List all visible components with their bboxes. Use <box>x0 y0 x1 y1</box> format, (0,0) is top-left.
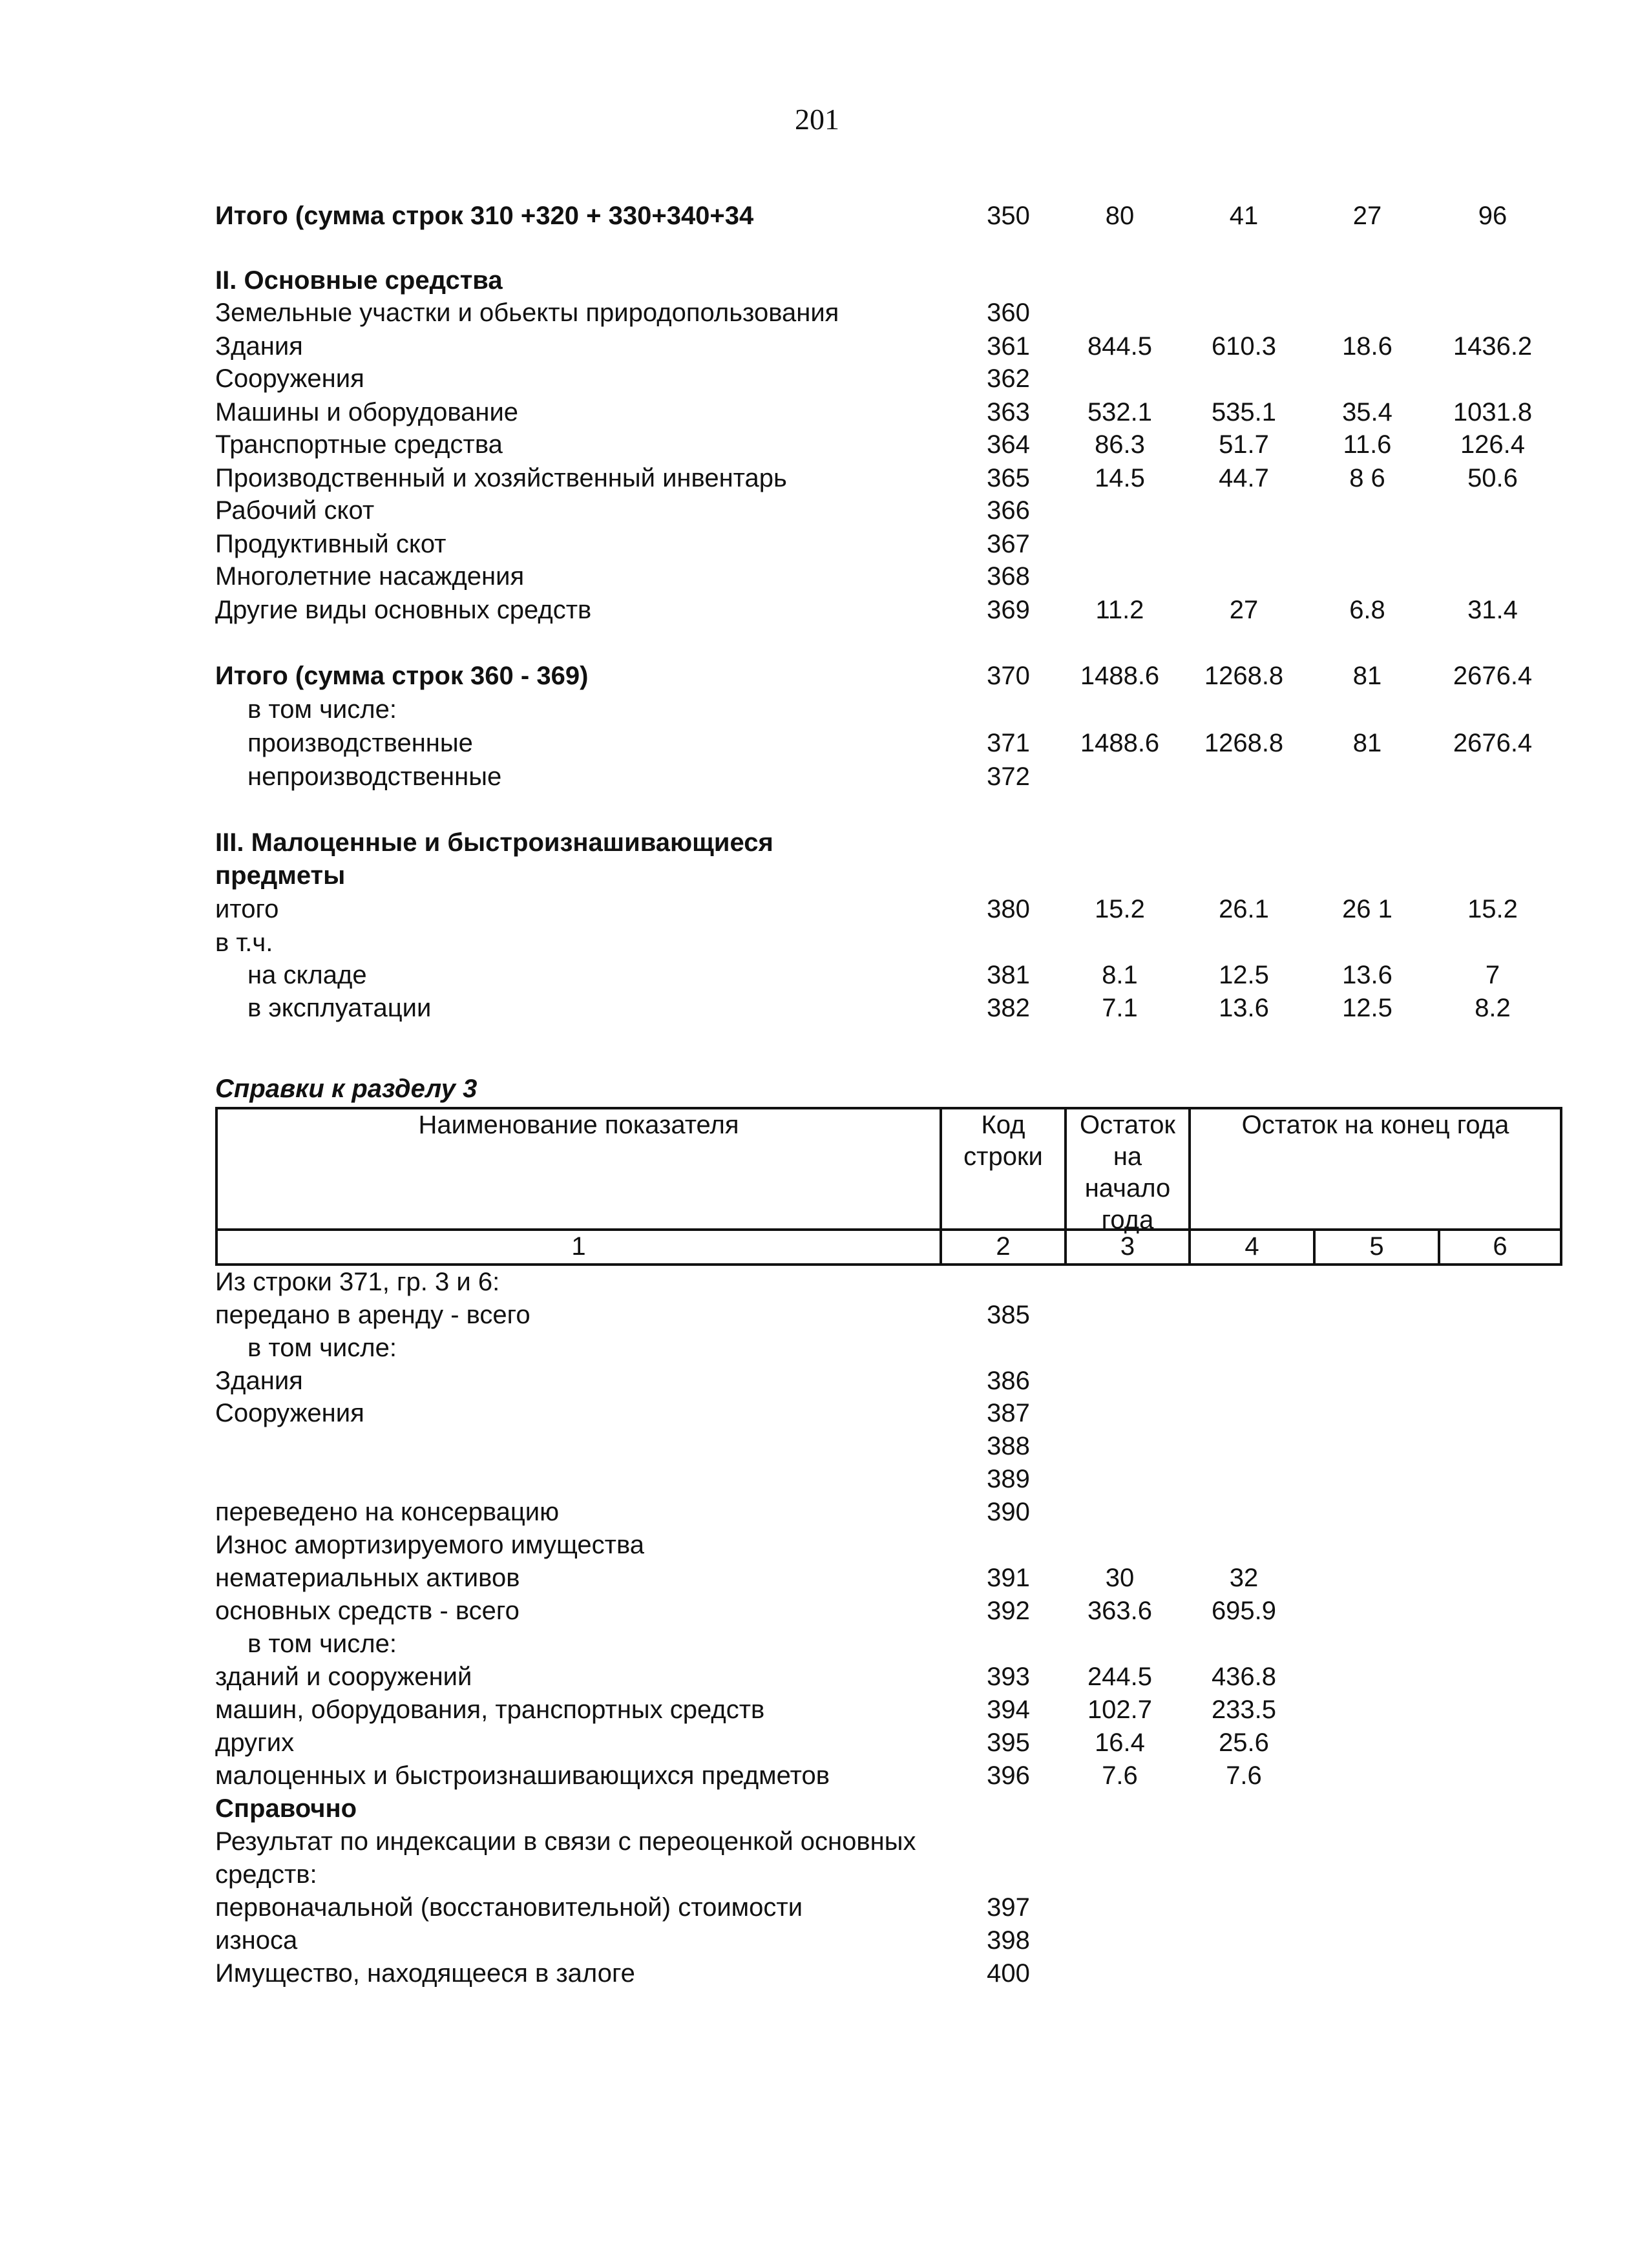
table-row <box>215 1827 1540 1860</box>
row-code: 396 <box>987 1761 1030 1790</box>
row-code: 387 <box>987 1399 1030 1427</box>
row-label: Многолетние насаждения <box>215 562 525 591</box>
row-code: 365 <box>987 464 1030 492</box>
row-value-4: 50.6 <box>1467 464 1518 492</box>
row-code: 389 <box>987 1465 1030 1493</box>
row-value-4: 96 <box>1478 202 1507 230</box>
row-label: Сооружения <box>215 364 364 393</box>
row-code: 392 <box>987 1597 1030 1625</box>
row-label: Машины и оборудование <box>215 398 519 426</box>
table-row <box>215 1367 1540 1399</box>
row-value-1: 11.2 <box>1095 596 1144 624</box>
section-title-row <box>215 1075 1540 1107</box>
row-value-2: 32 <box>1229 1564 1259 1592</box>
row-label: Производственный и хозяйственный инвентарь <box>215 464 787 492</box>
row-value-3: 13.6 <box>1342 961 1392 989</box>
row-label: Земельные участки и обьекты природопользования <box>215 299 839 327</box>
section-title: Справки к разделу 3 <box>215 1075 478 1103</box>
table-row <box>215 895 1540 927</box>
table-row <box>215 1301 1540 1333</box>
header-name: Наименование показателя <box>418 1111 739 1139</box>
table-row <box>215 929 1540 961</box>
header-num-3-cell <box>1064 1228 1191 1266</box>
row-value-4: 1031.8 <box>1453 398 1533 426</box>
row-value-2: 695.9 <box>1211 1597 1277 1625</box>
row-label: Здания <box>215 1367 303 1395</box>
row-value-3: 12.5 <box>1342 994 1392 1022</box>
header-code-line2: строки <box>963 1142 1043 1171</box>
row-value-3: 81 <box>1352 662 1382 690</box>
row-label: машин, оборудования, транспортных средств <box>215 1696 765 1724</box>
row-label: непроизводственные <box>247 762 502 791</box>
row-value-2: 436.8 <box>1211 1663 1277 1691</box>
table-row <box>215 695 1540 728</box>
table-row <box>215 1959 1540 1991</box>
row-value-3: 27 <box>1352 202 1382 230</box>
row-label: первоначальной (восстановительной) стоимости <box>215 1893 803 1922</box>
row-label: Справочно <box>215 1794 357 1823</box>
row-label: Сооружения <box>215 1399 364 1427</box>
row-code: 400 <box>987 1959 1030 1988</box>
row-code: 393 <box>987 1663 1030 1691</box>
table-row <box>215 762 1540 795</box>
table-row <box>215 1465 1540 1497</box>
row-value-1: 244.5 <box>1087 1663 1153 1691</box>
table-row <box>215 828 1540 861</box>
row-code: 360 <box>987 299 1030 327</box>
row-value-2: 610.3 <box>1211 332 1277 361</box>
row-label: Здания <box>215 332 303 361</box>
row-value-1: 15.2 <box>1095 895 1145 923</box>
header-code-cell <box>940 1107 1067 1231</box>
header-num-2: 2 <box>996 1232 1011 1261</box>
header-end: Остаток на конец года <box>1241 1111 1509 1139</box>
row-label: предметы <box>215 861 346 890</box>
row-code: 369 <box>987 596 1030 624</box>
row-value-2: 7.6 <box>1226 1761 1262 1790</box>
table-row <box>215 662 1540 694</box>
row-code: 370 <box>987 662 1030 690</box>
reference-table-header <box>215 1107 1562 1276</box>
row-value-2: 1268.8 <box>1204 662 1284 690</box>
table-row <box>215 364 1540 397</box>
row-value-1: 80 <box>1105 202 1135 230</box>
table-row <box>215 1334 1540 1366</box>
table-row <box>215 994 1540 1026</box>
row-value-1: 86.3 <box>1095 430 1145 459</box>
row-value-4: 15.2 <box>1467 895 1518 923</box>
row-value-2: 26.1 <box>1219 895 1269 923</box>
row-label: основных средств - всего <box>215 1597 520 1625</box>
row-value-1: 14.5 <box>1095 464 1145 492</box>
row-value-2: 13.6 <box>1219 994 1269 1022</box>
row-code: 394 <box>987 1696 1030 1724</box>
table-row <box>215 332 1540 364</box>
row-value-4: 31.4 <box>1467 596 1518 624</box>
row-value-3: 6.8 <box>1349 596 1385 624</box>
row-code: 398 <box>987 1926 1030 1955</box>
row-code: 382 <box>987 994 1030 1022</box>
row-code: 385 <box>987 1301 1030 1329</box>
table-row <box>215 1794 1540 1827</box>
row-code: 386 <box>987 1367 1030 1395</box>
row-value-1: 1488.6 <box>1080 729 1160 757</box>
row-value-4: 2676.4 <box>1453 662 1533 690</box>
row-code: 362 <box>987 364 1030 393</box>
row-code: 367 <box>987 530 1030 558</box>
row-value-4: 126.4 <box>1460 430 1526 459</box>
row-label: в т.ч. <box>215 929 273 957</box>
row-label: Имущество, находящееся в залоге <box>215 1959 635 1988</box>
row-value-4: 1436.2 <box>1453 332 1533 361</box>
header-num-2-cell <box>940 1228 1067 1266</box>
row-value-1: 16.4 <box>1095 1728 1145 1757</box>
header-num-1: 1 <box>571 1232 586 1261</box>
row-label: передано в аренду - всего <box>215 1301 530 1329</box>
row-label: на складе <box>247 961 367 989</box>
row-value-2: 51.7 <box>1219 430 1269 459</box>
table-row <box>215 1531 1540 1563</box>
row-code: 380 <box>987 895 1030 923</box>
row-code: 388 <box>987 1432 1030 1460</box>
row-value-1: 844.5 <box>1087 332 1153 361</box>
row-label: Износ амортизируемого имущества <box>215 1531 645 1559</box>
row-code: 368 <box>987 562 1030 591</box>
header-num-3: 3 <box>1120 1232 1135 1261</box>
row-label: Другие виды основных средств <box>215 596 592 624</box>
row-label: Итого (сумма строк 360 - 369) <box>215 662 589 690</box>
table-row <box>215 596 1540 628</box>
row-value-1: 7.6 <box>1102 1761 1138 1790</box>
row-value-3: 11.6 <box>1343 430 1392 459</box>
table-row <box>215 861 1540 894</box>
row-value-2: 1268.8 <box>1204 729 1284 757</box>
row-label: Транспортные средства <box>215 430 503 459</box>
row-label: малоценных и быстроизнашивающихся предметов <box>215 1761 830 1790</box>
header-num-6: 6 <box>1493 1232 1507 1261</box>
row-code: 381 <box>987 961 1030 989</box>
page-number: 201 <box>795 103 839 136</box>
row-value-2: 233.5 <box>1211 1696 1277 1724</box>
row-label: зданий и сооружений <box>215 1663 472 1691</box>
row-value-2: 535.1 <box>1211 398 1277 426</box>
table-row <box>215 1663 1540 1695</box>
header-start-line2: на <box>1113 1142 1142 1171</box>
row-label: средств: <box>215 1860 317 1889</box>
row-label: в том числе: <box>247 695 397 724</box>
row-value-2: 44.7 <box>1219 464 1269 492</box>
row-value-1: 30 <box>1105 1564 1135 1592</box>
row-label: в том числе: <box>247 1334 397 1362</box>
table-row <box>215 1498 1540 1530</box>
table-row <box>215 430 1540 463</box>
row-label: Результат по индексации в связи с переоценкой основных <box>215 1827 916 1856</box>
row-code: 397 <box>987 1893 1030 1922</box>
row-code: 371 <box>987 729 1030 757</box>
table-row <box>215 1432 1540 1464</box>
table-row <box>215 1926 1540 1958</box>
table-row <box>215 729 1540 761</box>
row-value-3: 26 1 <box>1342 895 1392 923</box>
header-start-line4: года <box>1101 1206 1154 1234</box>
row-label: износа <box>215 1926 298 1955</box>
row-value-1: 7.1 <box>1102 994 1138 1022</box>
row-value-2: 12.5 <box>1219 961 1269 989</box>
header-name-cell <box>215 1107 942 1231</box>
table-row <box>215 1597 1540 1629</box>
row-value-2: 27 <box>1229 596 1259 624</box>
row-value-3: 18.6 <box>1342 332 1392 361</box>
row-value-2: 25.6 <box>1219 1728 1269 1757</box>
header-end-cell <box>1188 1107 1562 1231</box>
header-num-5: 5 <box>1369 1232 1384 1261</box>
row-label: итого <box>215 895 279 923</box>
row-value-1: 8.1 <box>1102 961 1138 989</box>
row-code: 350 <box>987 202 1030 230</box>
table-row <box>215 1630 1540 1662</box>
table-row <box>215 1893 1540 1926</box>
row-label: Продуктивный скот <box>215 530 446 558</box>
row-value-1: 1488.6 <box>1080 662 1160 690</box>
table-row <box>215 1268 1540 1300</box>
row-code: 372 <box>987 762 1030 791</box>
table-row <box>215 1860 1540 1893</box>
header-start-cell <box>1064 1107 1191 1234</box>
row-code: 395 <box>987 1728 1030 1757</box>
row-value-1: 532.1 <box>1087 398 1153 426</box>
row-label: II. Основные средства <box>215 266 503 295</box>
row-label: III. Малоценные и быстроизнашивающиеся <box>215 828 773 857</box>
row-label: в том числе: <box>247 1630 397 1658</box>
table-row <box>215 266 1540 299</box>
table-row <box>215 299 1540 331</box>
row-label: в эксплуатации <box>247 994 432 1022</box>
table-row <box>215 530 1540 562</box>
row-code: 363 <box>987 398 1030 426</box>
table-row <box>215 496 1540 529</box>
row-code: 391 <box>987 1564 1030 1592</box>
table-row <box>215 398 1540 430</box>
row-value-3: 81 <box>1352 729 1382 757</box>
header-num-4-cell <box>1188 1228 1316 1266</box>
row-value-1: 363.6 <box>1087 1597 1153 1625</box>
table-row <box>215 1564 1540 1596</box>
row-code: 366 <box>987 496 1030 525</box>
header-start-line3: начало <box>1084 1174 1171 1202</box>
row-label: Из строки 371, гр. 3 и 6: <box>215 1268 500 1296</box>
row-value-3: 8 6 <box>1349 464 1385 492</box>
table-row <box>215 202 1540 234</box>
row-code: 390 <box>987 1498 1030 1526</box>
table-row <box>215 1399 1540 1431</box>
row-label: Итого (сумма строк 310 +320 + 330+340+34 <box>215 202 754 230</box>
table-row <box>215 1728 1540 1761</box>
row-code: 364 <box>987 430 1030 459</box>
row-label: производственные <box>247 729 473 757</box>
row-label: других <box>215 1728 295 1757</box>
row-label: переведено на консервацию <box>215 1498 560 1526</box>
row-value-3: 35.4 <box>1342 398 1392 426</box>
header-num-6-cell <box>1438 1228 1562 1266</box>
row-value-4: 7 <box>1485 961 1500 989</box>
header-num-1-cell <box>215 1228 942 1266</box>
header-start-line1: Остаток <box>1080 1111 1175 1139</box>
row-value-4: 8.2 <box>1475 994 1511 1022</box>
header-num-5-cell <box>1313 1228 1440 1266</box>
row-value-2: 41 <box>1229 202 1259 230</box>
row-label: Рабочий скот <box>215 496 375 525</box>
table-row <box>215 1761 1540 1794</box>
row-value-4: 2676.4 <box>1453 729 1533 757</box>
row-label: нематериальных активов <box>215 1564 520 1592</box>
header-code-line1: Код <box>981 1111 1025 1139</box>
row-code: 361 <box>987 332 1030 361</box>
table-row <box>215 961 1540 993</box>
table-row <box>215 1696 1540 1728</box>
header-num-4: 4 <box>1245 1232 1259 1261</box>
table-row <box>215 562 1540 594</box>
row-value-1: 102.7 <box>1087 1696 1153 1724</box>
table-row <box>215 464 1540 496</box>
